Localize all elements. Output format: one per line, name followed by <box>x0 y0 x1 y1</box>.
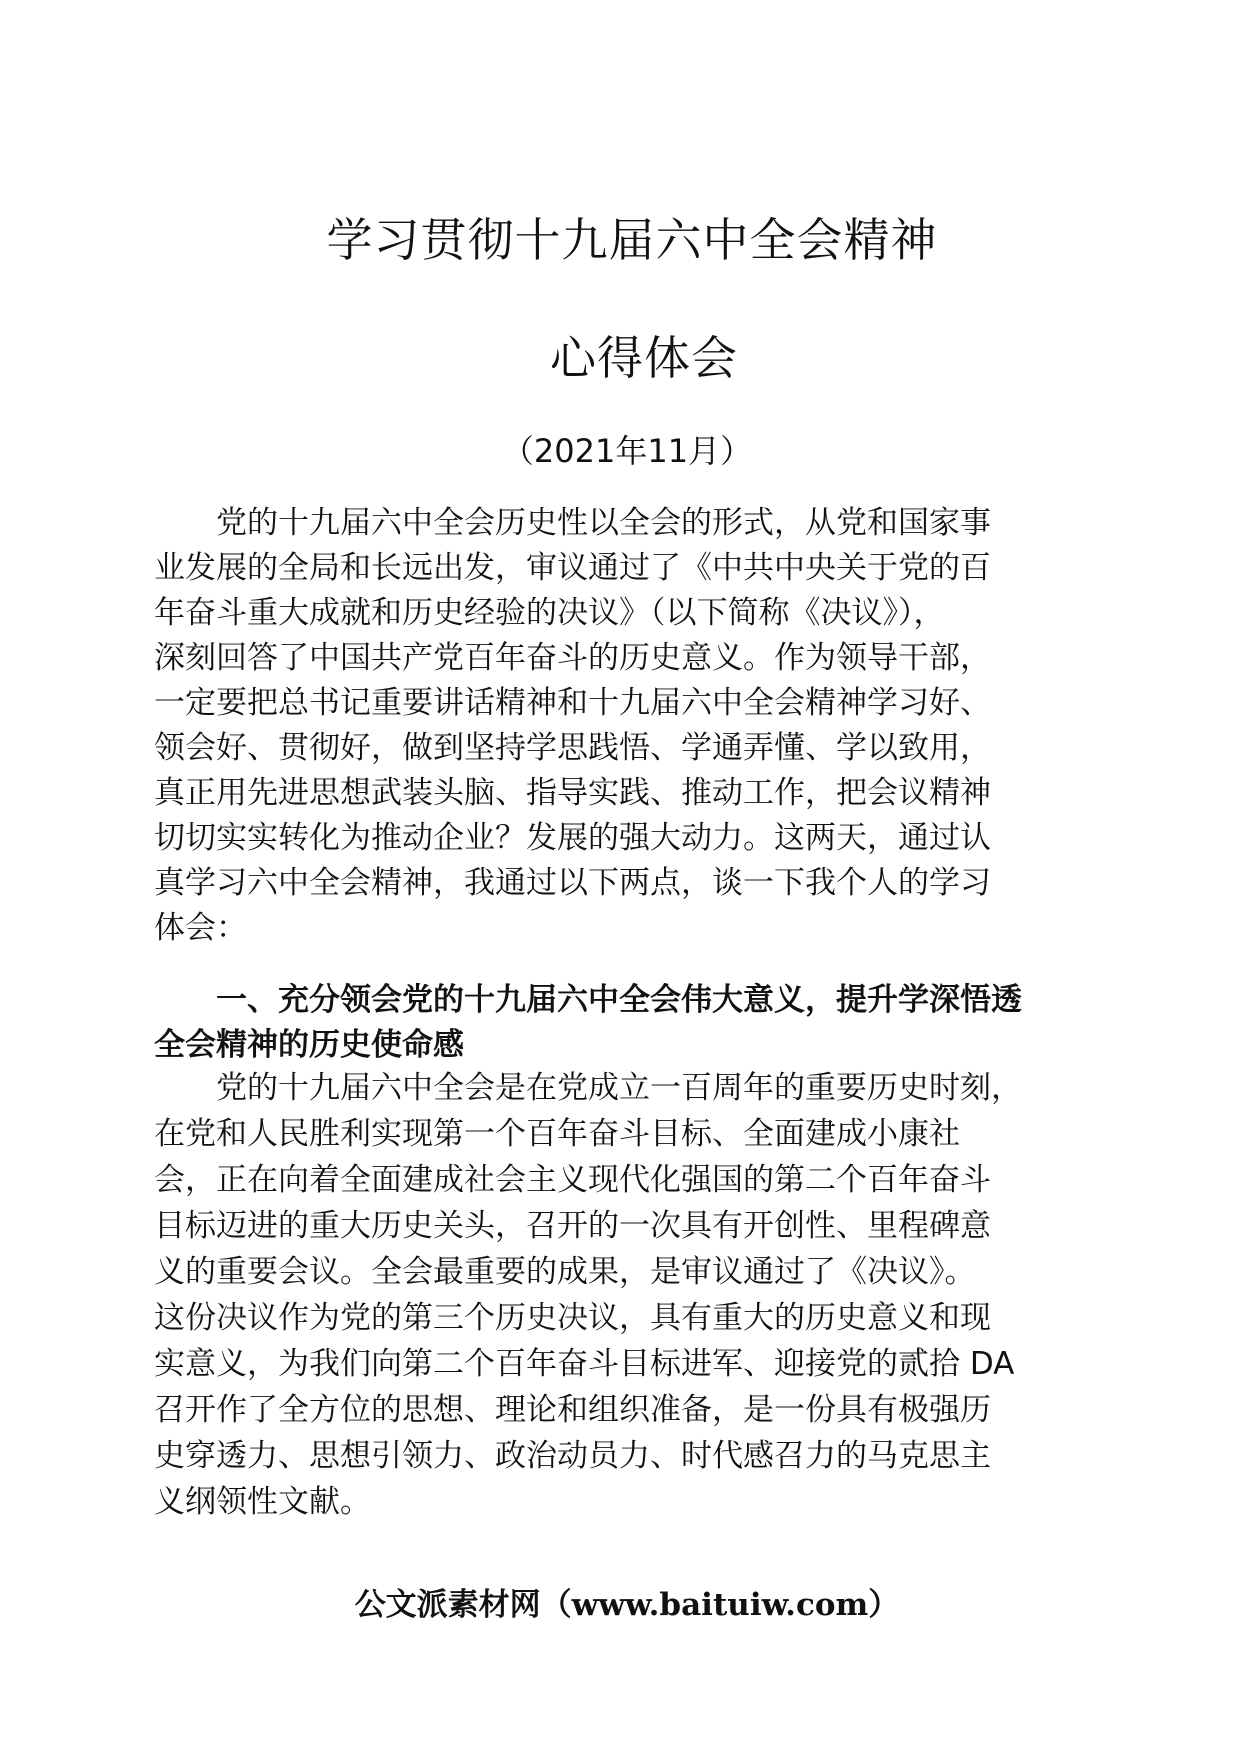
paragraph-line: 义的重要会议。全会最重要的成果，是审议通过了《决议》。 <box>154 1254 976 1290</box>
paragraph-line: 真学习六中全会精神，我通过以下两点，谈一下我个人的学习 <box>154 865 991 901</box>
document-date: （2021年11月） <box>501 432 753 470</box>
paragraph-line: 深刻回答了中国共产党百年奋斗的历史意义。作为领导干部， <box>154 640 991 676</box>
source-footer: 公文派素材网（www.baituiw.com） <box>354 1587 900 1623</box>
paragraph-line: 召开作了全方位的思想、理论和组织准备，是一份具有极强历 <box>154 1392 991 1428</box>
paragraph-line: 党的十九届六中全会是在党成立一百周年的重要历史时刻， <box>154 1070 1022 1106</box>
paragraph-line: 党的十九届六中全会历史性以全会的形式，从党和国家事 <box>154 505 991 541</box>
paragraph-line: 史穿透力、思想引领力、政治动员力、时代感召力的马克思主 <box>154 1438 991 1474</box>
paragraph-line: 体会： <box>154 910 247 946</box>
paragraph-line: 切切实实转化为推动企业？发展的强大动力。这两天，通过认 <box>154 820 991 856</box>
section-heading-line: 全会精神的历史使命感 <box>154 1027 464 1063</box>
paragraph-line: 一定要把总书记重要讲话精神和十九届六中全会精神学习好、 <box>154 685 991 721</box>
paragraph-line: 目标迈进的重大历史关头，召开的一次具有开创性、里程碑意 <box>154 1208 991 1244</box>
section-heading-line: 一、充分领会党的十九届六中全会伟大意义，提升学深悟透 <box>154 982 1022 1018</box>
document-title-line2: 心得体会 <box>550 331 738 385</box>
paragraph-line: 会，正在向着全面建成社会主义现代化强国的第二个百年奋斗 <box>154 1162 991 1198</box>
paragraph-line: 领会好、贯彻好，做到坚持学思践悟、学通弄懂、学以致用， <box>154 730 991 766</box>
document-title-line1: 学习贯彻十九届六中全会精神 <box>326 213 938 267</box>
paragraph-line: 实意义，为我们向第二个百年奋斗目标进军、迎接党的贰拾 DA <box>154 1346 1015 1382</box>
paragraph-line: 这份决议作为党的第三个历史决议，具有重大的历史意义和现 <box>154 1300 991 1336</box>
paragraph-line: 在党和人民胜利实现第一个百年奋斗目标、全面建成小康社 <box>154 1116 960 1152</box>
paragraph-line: 真正用先进思想武装头脑、指导实践、推动工作，把会议精神 <box>154 775 991 811</box>
paragraph-line: 年奋斗重大成就和历史经验的决议》（以下简称《决议》）， <box>154 595 945 631</box>
paragraph-line: 业发展的全局和长远出发，审议通过了《中共中央关于党的百 <box>154 550 991 586</box>
paragraph-line: 义纲领性文献。 <box>154 1484 371 1520</box>
